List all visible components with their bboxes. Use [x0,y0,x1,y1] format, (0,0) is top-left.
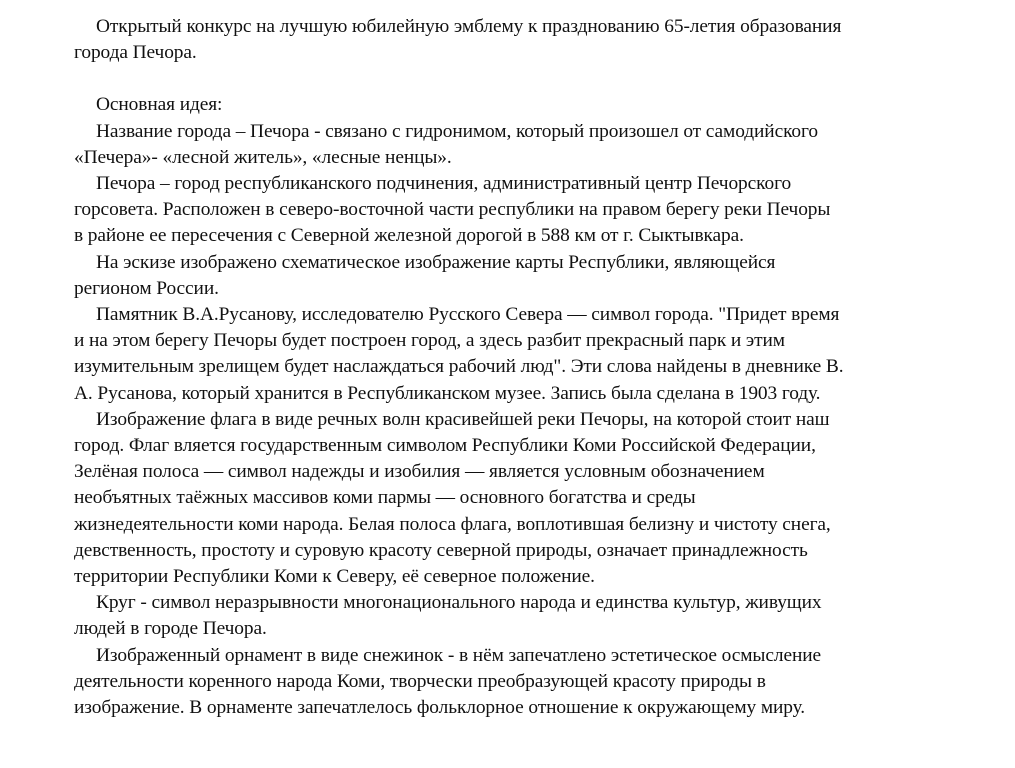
text-line: горсовета. Расположен в северо-восточной части республики на правом берегу реки Печоры [74,199,831,221]
text-line: девственность, простоту и суровую красоту северной природы, означает принадлежность [74,539,808,561]
paragraph-map [52,250,982,302]
text-line: На эскизе изображено схематическое изображение карты Республики, являющейся [96,251,776,273]
text-line: «Печера»- «лесной житель», «лесные ненцы». [74,146,452,168]
text-line: жизнедеятельности коми народа. Белая полоса флага, воплотившая белизну и чистоту снега, [74,513,831,535]
text-line: людей в городе Печора. [74,618,267,640]
paragraph-ornament [52,643,982,722]
paragraph-city-name [52,119,982,171]
text-line: Круг - символ неразрывности многонационального народа и единства культур, живущих [96,592,822,614]
text-line: Изображение флага в виде речных волн красивейшей реки Печоры, на которой стоит наш [96,408,830,430]
paragraph-city-status [52,171,982,250]
text-line: город. Флаг вляется государственным символом Республики Коми Российской Федерации, [74,435,816,457]
text-line: изумительным зрелищем будет наслаждаться рабочий люд". Эти слова найдены в дневнике В. [74,356,844,378]
text-line: деятельности коренного народа Коми, творчески преобразующей красоту природы в [74,670,766,692]
text-line: Памятник В.А.Русанову, исследователю Русского Севера — символ города. "Придет время [96,304,840,326]
text-line: территории Республики Коми к Северу, её северное положение. [74,566,595,588]
text-line: и на этом берегу Печоры будет построен город, а здесь разбит прекрасный парк и этим [74,330,785,352]
paragraph-monument [52,302,982,407]
title-line: города Печора. [74,42,197,64]
text-line: изображение. В орнаменте запечатлелось фольклорное отношение к окружающему миру. [74,697,806,719]
text-line: необъятных таёжных массивов коми пармы — основного богатства и среды [74,487,696,509]
text-line: Зелёная полоса — символ надежды и изобилия — является условным обозначением [74,461,765,483]
paragraph-flag [52,407,982,590]
spacer [52,66,982,92]
heading-text: Основная идея: [96,94,223,116]
section-heading [52,92,982,118]
title-line: Открытый конкурс на лучшую юбилейную эмблему к празднованию 65-летия образования [96,16,842,37]
paragraph-circle [52,590,982,642]
document-title [52,14,982,66]
text-line: Изображенный орнамент в виде снежинок - в нём запечатлено эстетическое осмысление [96,644,822,666]
text-line: Название города – Печора - связано с гидронимом, который произошел от самодийского [96,120,818,142]
text-line: в районе ее пересечения с Северной железной дорогой в 588 км от г. Сыктывкара. [74,225,744,247]
text-line: регионом России. [74,277,219,299]
document-page [52,14,982,721]
text-line: Печора – город республиканского подчинения, административный центр Печорского [96,173,792,195]
text-line: А. Русанова, который хранится в Республиканском музее. Запись была сделана в 1903 году. [74,382,821,404]
